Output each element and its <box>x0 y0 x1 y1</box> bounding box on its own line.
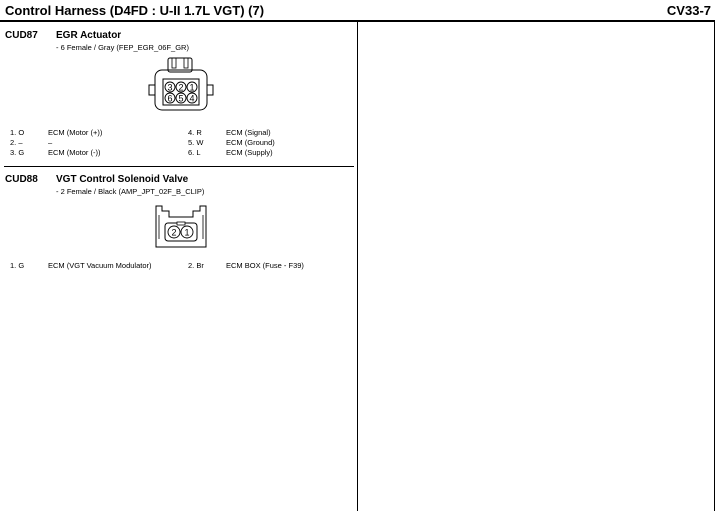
pin-number: 1 <box>189 82 195 93</box>
pin-description: ECM (Signal) <box>226 128 271 137</box>
pin-label: 6. L <box>188 148 201 157</box>
page-title: Control Harness (D4FD : U-II 1.7L VGT) (7) <box>5 3 265 18</box>
pin-description: ECM (Motor (-)) <box>48 148 101 157</box>
column-divider <box>357 22 358 511</box>
page-header <box>0 0 715 22</box>
connector-description: - 2 Female / Black (AMP_JPT_02F_B_CLIP) <box>56 187 205 196</box>
pin-number: 1 <box>184 227 190 238</box>
page-code: CV33-7 <box>666 3 711 18</box>
pin-number: 3 <box>167 82 173 93</box>
pin-number: 6 <box>167 93 173 104</box>
pin-description: ECM BOX (Fuse - F39) <box>226 261 304 270</box>
pin-description: ECM (Motor (+)) <box>48 128 103 137</box>
connector-name: EGR Actuator <box>56 30 122 41</box>
pin-label: 1. G <box>10 261 25 270</box>
pin-label: 5. W <box>188 138 204 147</box>
pin-label: 2. Br <box>188 261 204 270</box>
pin-label: 3. G <box>10 148 25 157</box>
vgt-connector-diagram <box>155 203 207 248</box>
pin-description: ECM (Ground) <box>226 138 275 147</box>
pin-number: 5 <box>178 93 184 104</box>
pin-number: 2 <box>171 227 177 238</box>
pin-number: 4 <box>189 93 195 104</box>
pin-label: 4. R <box>188 128 202 137</box>
pin-label: 2. – <box>10 138 23 147</box>
pin-description: ECM (VGT Vacuum Modulator) <box>48 261 152 270</box>
pin-label: 1. O <box>10 128 25 137</box>
connector-code: CUD87 <box>5 30 38 41</box>
pin-number: 2 <box>178 82 184 93</box>
pin-description: – <box>48 138 53 147</box>
connector-code: CUD88 <box>5 174 38 185</box>
connector-description: - 6 Female / Gray (FEP_EGR_06F_GR) <box>56 43 189 52</box>
section-divider <box>4 166 354 167</box>
connector-name: VGT Control Solenoid Valve <box>56 174 189 185</box>
egr-connector-diagram <box>148 57 214 112</box>
pin-description: ECM (Supply) <box>226 148 273 157</box>
